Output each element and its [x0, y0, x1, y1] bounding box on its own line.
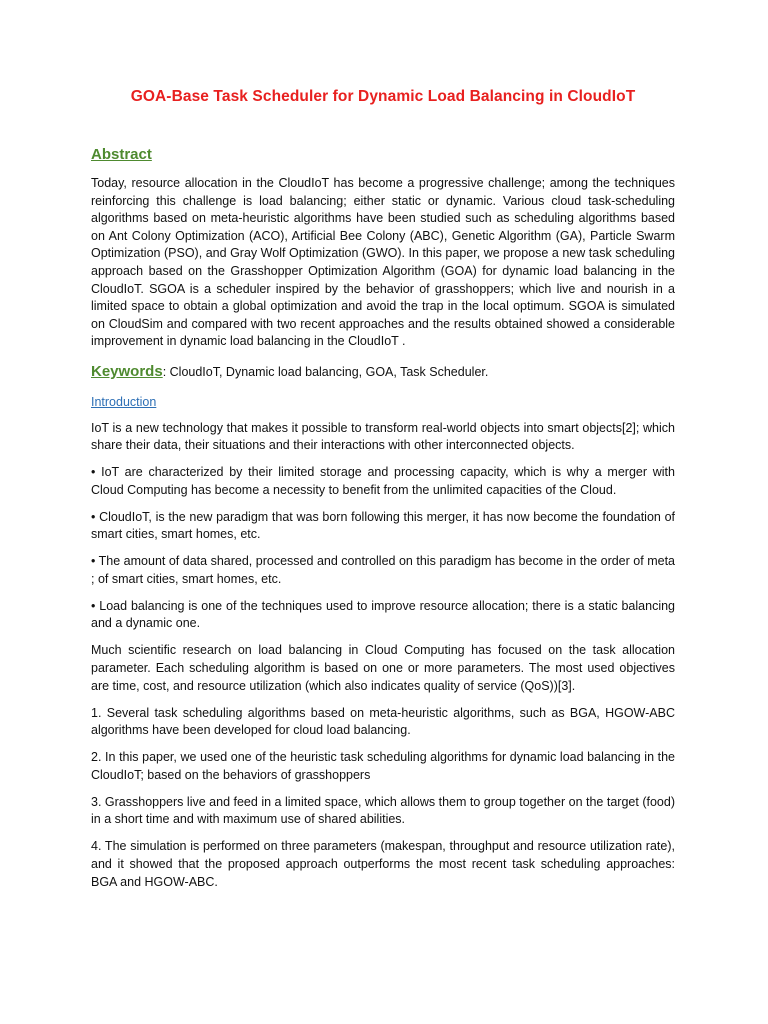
paper-title: GOA-Base Task Scheduler for Dynamic Load Balancing in CloudIoT: [130, 88, 636, 105]
intro-bullet-load-balancing: • Load balancing is one of the techniques used to improve resource allocation; there is a static balancing and a dynamic one.: [91, 598, 675, 631]
intro-item-2: 2. In this paper, we used one of the heuristic task scheduling algorithms for dynamic load balancing in the CloudIoT; based on the behaviors of grasshoppers: [91, 750, 675, 782]
intro-bullet-merger: • IoT are characterized by their limited storage and processing capacity, which is why a merger with Cloud Computing has become a necessity to benefit from the unlimited capacities of the Cloud.: [91, 465, 675, 497]
introduction-link[interactable]: Introduction: [91, 394, 157, 409]
intro-item-4: 4. The simulation is performed on three parameters (makespan, throughput and resource utilization rate), and it showed that the proposed approach outperforms the most recent task scheduling approaches: BGA and HGOW-ABC.: [91, 839, 675, 889]
keywords-text: : CloudIoT, Dynamic load balancing, GOA, Task Scheduler.: [162, 364, 489, 379]
abstract-body: Today, resource allocation in the CloudIoT has become a progressive challenge; among the techniques reinforcing this challenge is load balancing; either static or dynamic. Various cloud task-scheduling algorithms based on meta-heuristic algorithms have been studied such as scheduling algorithms based on Ant Colony Optimization (ACO), Artificial Bee Colony (ABC), Genetic Algorithm (GA), Particle Swarm Optimization (PSO), and Gray Wolf Optimization (GWO). In this paper, we propose a new task scheduling approach based on the Grasshopper Optimization Algorithm (GOA) for dynamic load balancing in the CloudIoT. SGOA is a scheduler inspired by the behavior of grasshoppers; which live and nourish in a limited space to obtain a global optimization and avoid the trap in the local optimum. SGOA is simulated on CloudSim and compared with two recent approaches and the results obtained showed a considerable improvement in dynamic load balancing in the CloudIoT .: [91, 176, 675, 349]
keywords-label: Keywords: [91, 362, 163, 380]
document-page: [91, 88, 675, 901]
intro-paragraph-research: Much scientific research on load balancing in Cloud Computing has focused on the task allocation parameter. Each scheduling algorithm is based on one or more parameters. The most used objectives are time, cost, and resource utilization (which also indicates quality of service (QoS))[3].: [91, 643, 675, 693]
intro-item-1: 1. Several task scheduling algorithms based on meta-heuristic algorithms, such as BGA, HGOW-ABC algorithms have been developed for cloud load balancing.: [91, 705, 675, 738]
abstract-heading: Abstract: [91, 146, 152, 163]
intro-item-3: 3. Grasshoppers live and feed in a limited space, which allows them to group together on the target (food) in a short time and with maximum use of shared abilities.: [91, 794, 675, 827]
intro-bullet-data: • The amount of data shared, processed and controlled on this paradigm has become in the order of meta ; of smart cities, smart homes, etc.: [91, 554, 675, 586]
keywords-line: [91, 363, 675, 382]
intro-paragraph-1: IoT is a new technology that makes it possible to transform real-world objects into smart objects[2]; which share their data, their situations and their interactions with other interconnected objects.: [91, 420, 675, 453]
intro-bullet-cloudiot: • CloudIoT, is the new paradigm that was born following this merger, it has now become the foundation of smart cities, smart homes, etc.: [91, 509, 675, 542]
